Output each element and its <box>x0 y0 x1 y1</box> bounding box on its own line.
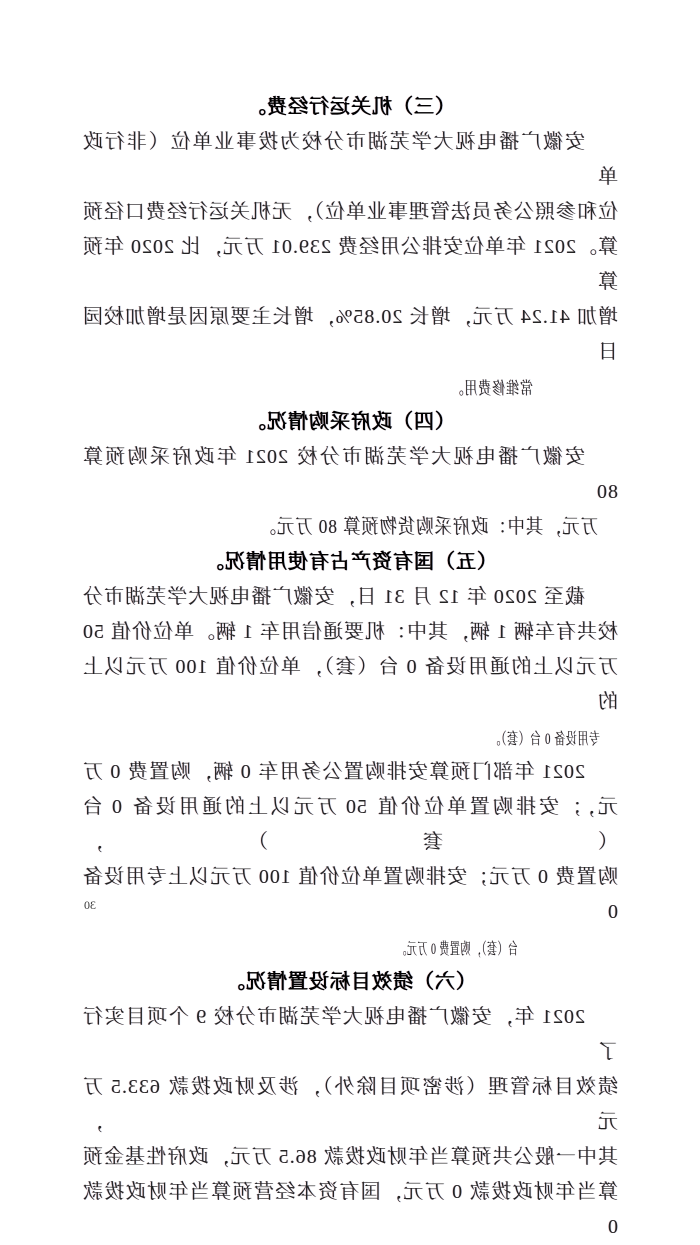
paragraph-line-text: 常维修费用。 <box>449 379 533 398</box>
section-heading: （四）政府采购情况。 <box>245 411 455 433</box>
paragraph-line: 校共有车辆 1 辆，其中：机要通信用车 1 辆。单位价值 50 <box>82 621 618 643</box>
section-heading: （五）国有资产占有使用情况。 <box>203 551 497 573</box>
paragraph-line: 2021 年，安徽广播电视大学芜湖市分校 9 个项目实行了 <box>82 1006 618 1063</box>
paragraph-line <box>82 930 618 965</box>
paragraph-line: 算当年财政拨款 0 万元，国有资本经营预算当年财政拨款 0 <box>82 1181 618 1238</box>
paragraph-line-text: 万元，其中：政府采购货物预算 80 万元。 <box>257 516 598 538</box>
paragraph-line <box>82 720 618 755</box>
page-number: 30 <box>84 898 96 912</box>
section-heading: （三）机关运行经费。 <box>245 96 455 118</box>
paragraph-line: 算。2021 年单位安排公用经费 239.01 万元，比 2020 年预算 <box>82 236 618 293</box>
paragraph-line: 元，；安排购置单位价值 50 万元以上的通用设备 0 台（套）， <box>82 796 618 853</box>
paragraph-line-text: 专用设备 0 台（套）。 <box>488 730 600 748</box>
paragraph-line: 2021 年部门预算安排购置公务用车 0 辆，购置费 0 万 <box>82 761 585 783</box>
paragraph-line: 增加 41.24 万元，增长 20.85%，增长主要原因是增加校园日 <box>82 306 618 363</box>
paragraph-line: 其中一般公共预算当年财政拨款 86.5 万元，政府性基金预 <box>82 1146 618 1168</box>
paragraph-line: 安徽广播电视大学芜湖市分校 2021 年政府采购预算 80 <box>82 446 618 503</box>
paragraph-line: 万元以上的通用设备 0 台（套），单位价值 100 万元以上的 <box>82 656 618 713</box>
paragraph-line: 安徽广播电视大学芜湖市分校为拨事业单位（非行政单 <box>82 131 618 188</box>
paragraph-line: 截至 2020 年 12 月 31 日，安徽广播电视大学芜湖市分 <box>82 586 585 608</box>
section-heading: （六）绩效目标设置情况。 <box>224 971 476 993</box>
paragraph-line <box>82 510 618 545</box>
paragraph-line: 位和参照公务员法管理事业单位），无机关运行经费口径预 <box>82 201 618 223</box>
paragraph-line-text: 台（套），购置费 0 万元。 <box>396 940 518 958</box>
paragraph-line: 购置费 0 万元；安排购置单位价值 100 万元以上专用设备 0 <box>82 866 618 923</box>
paragraph-line: 绩效目标管理（涉密项目除外），涉及财政拨款 633.5 万元， <box>82 1076 618 1133</box>
page-content <box>82 0 618 1245</box>
paragraph-line <box>82 370 618 405</box>
